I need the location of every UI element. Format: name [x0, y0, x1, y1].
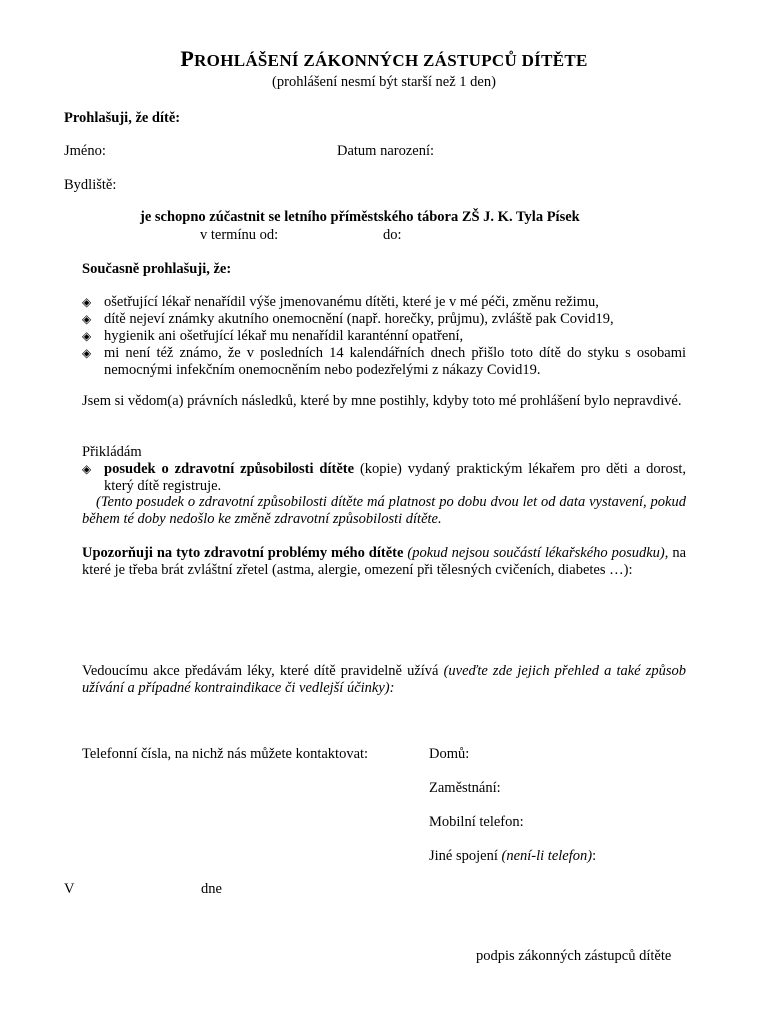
contacts-label: Telefonní čísla, na nichž nás můžete kontaktovat: [82, 746, 369, 762]
attach-label: Přikládám [82, 444, 142, 460]
diamond-bullet-icon: ◈ [82, 329, 92, 343]
diamond-bullet-icon: ◈ [82, 462, 92, 476]
term-to-label: do: [383, 227, 402, 243]
diamond-bullet-icon: ◈ [82, 312, 92, 326]
health-italic: (pokud nejsou součástí lékařského posudku) [403, 545, 665, 561]
diamond-bullet-icon: ◈ [82, 346, 92, 360]
residence-label: Bydliště: [64, 177, 117, 193]
list-item-text: mi není též známo, že v posledních 14 kalendářních dnech přišlo toto dítě do styku s osobami nemocnými infekčním onemocněním nebo podezřelými z nákazy Covid19. [104, 345, 686, 378]
attach-item-rest: (kopie) vydaný praktickým lékařem pro děti a dorost, který dítě registruje. [104, 461, 686, 494]
title-first-letter: P [180, 46, 195, 71]
medication-paragraph [82, 663, 686, 697]
attach-item-text [104, 461, 686, 495]
attach-item-bold: posudek o zdravotní způsobilosti dítěte [104, 461, 355, 477]
signature-label: podpis zákonných zástupců dítěte [476, 948, 672, 964]
attach-item [82, 461, 686, 495]
list-item-text: ošetřující lékař nenařídil výše jmenovanému dítěti, které je v mé péči, změnu režimu, [104, 294, 599, 310]
list-item-text: dítě nejeví známky akutního onemocnění (např. horečky, průjmu), zvláště pak Covid19, [104, 311, 614, 327]
health-bold: Upozorňuji na tyto zdravotní problémy mého dítěte [82, 545, 404, 561]
page-subtitle: (prohlášení nesmí být starší než 1 den) [272, 74, 496, 90]
diamond-bullet-icon: ◈ [82, 295, 92, 309]
contact-mobile-label: Mobilní telefon: [429, 814, 524, 830]
list-item-text: hygienik ani ošetřující lékař mu nenařídil karanténní opatření, [104, 328, 464, 344]
title-rest: ROHLÁŠENÍ ZÁKONNÝCH ZÁSTUPCŮ DÍTĚTE [194, 51, 588, 70]
declare-heading: Prohlašuji, že dítě: [64, 110, 181, 126]
contact-other-label [429, 848, 596, 865]
page-title [0, 46, 768, 74]
place-label: V [64, 881, 75, 897]
date-label: dne [201, 881, 222, 897]
contact-other-text: Jiné spojení [429, 848, 502, 864]
health-rest: , na které je třeba brát zvláštní zřetel (astma, alergie, omezení při tělesných cvičeních, diabetes …): [82, 545, 687, 578]
list-item [82, 345, 686, 379]
health-paragraph [82, 545, 686, 579]
list-item [82, 311, 686, 328]
name-label: Jméno: [64, 143, 106, 159]
also-declare-heading: Současně prohlašuji, že: [82, 261, 232, 277]
camp-statement: je schopno zúčastnit se letního příměstského tábora ZŠ J. K. Tyla Písek [140, 209, 580, 225]
awareness-paragraph: Jsem si vědom(a) právních následků, které by mne postihly, kdyby toto mé prohlášení bylo nepravdivé. [82, 393, 682, 409]
medication-italic: (uveďte zde jejich přehled a také způsob užívání a případné kontraindikace či vedlejší účinky): [82, 663, 686, 696]
birth-date-label: Datum narození: [337, 143, 435, 159]
attach-note: (Tento posudek o zdravotní způsobilosti dítěte má platnost po dobu dvou let od data vystavení, pokud během té doby nedošlo ke změně zdravotní způsobilosti dítěte. [82, 494, 686, 527]
list-item [82, 294, 686, 311]
medication-normal: Vedoucímu akce předávám léky, které dítě pravidelně užívá [82, 663, 444, 679]
contact-other-colon: : [592, 848, 597, 864]
contact-other-note: (není-li telefon) [501, 848, 593, 864]
list-item [82, 328, 686, 345]
contact-work-label: Zaměstnání: [429, 780, 501, 796]
contact-home-label: Domů: [429, 746, 470, 762]
term-from-label: v termínu od: [200, 227, 279, 243]
